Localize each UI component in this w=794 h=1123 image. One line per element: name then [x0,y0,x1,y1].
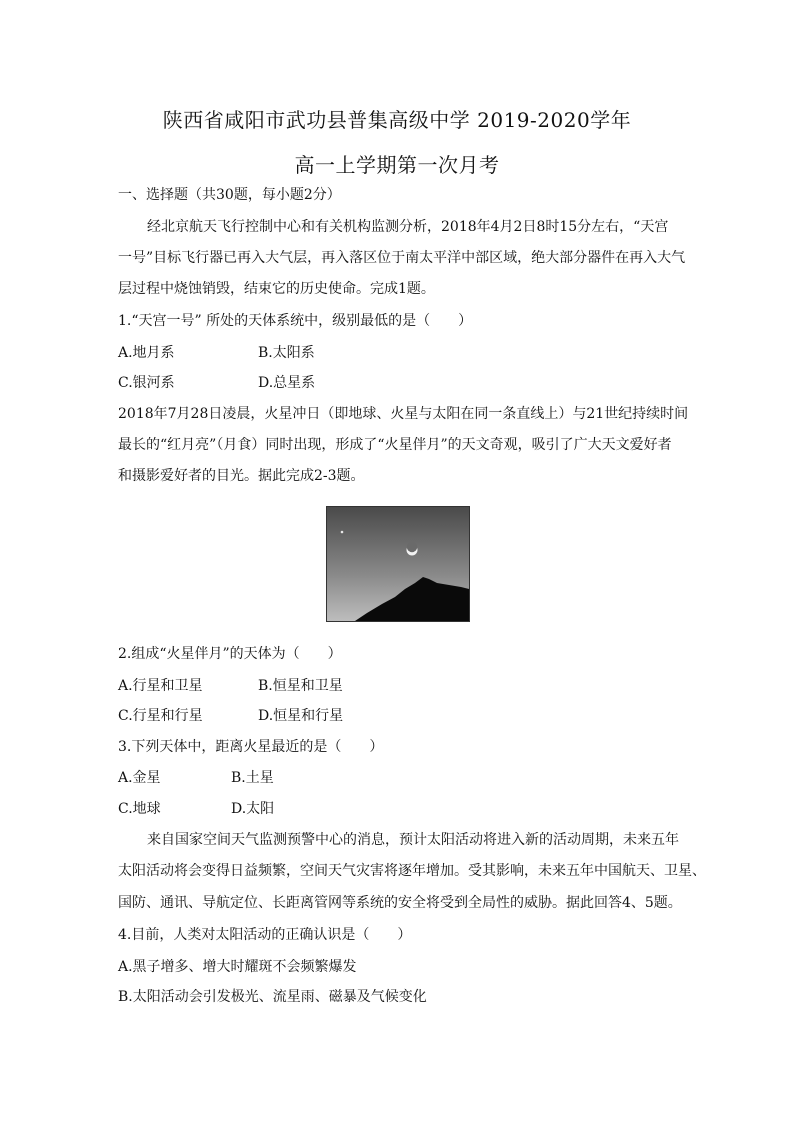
q1-option-b: B.太阳系 [258,345,315,361]
q3-option-d: D.太阳 [231,801,275,817]
passage1-line-2: 一号”目标飞行器已再入大气层，再入落区位于南太平洋中部区域，绝大部分器件在再入大气 [118,250,686,266]
q2-stem: 2.组成“火星伴月”的天体为（ ） [118,646,342,662]
passage3-line-1: 来自国家空间天气监测预警中心的消息，预计太阳活动将进入新的活动周期，未来五年 [147,832,679,848]
title-line-1: 陕西省咸阳市武功县普集高级中学 2019-2020学年 [162,108,632,132]
q3-option-a: A.金星 [118,770,161,786]
passage3-line-3: 国防、通讯、导航定位、长距离管网等系统的安全将受到全局性的威胁。据此回答4、5题。 [118,895,682,911]
q4-stem: 4.目前，人类对太阳活动的正确认识是（ ） [118,927,412,943]
passage1-line-1: 经北京航天飞行控制中心和有关机构监测分析，2018年4月2日8时15分左右，“天宫 [147,219,669,235]
passage2-line-2: 最长的“红月亮”（月食）同时出现，形成了“火星伴月”的天文奇观，吸引了广大天文爱好者 [118,437,672,453]
mars-dot [341,531,344,534]
passage2-line-3: 和摄影爱好者的目光。据此完成2-3题。 [118,468,365,484]
title-line-2: 高一上学期第一次月考 [294,153,500,177]
q4-option-a: A.黑子增多、增大时耀斑不会频繁爆发 [118,959,357,975]
passage2-line-1: 2018年7月28日凌晨，火星冲日（即地球、火星与太阳在同一条直线上）与21世纪持续时间 [118,406,689,422]
q2-option-c: C.行星和行星 [118,708,203,724]
q2-option-d: D.恒星和行星 [258,708,344,724]
q3-stem: 3.下列天体中，距离火星最近的是（ ） [118,739,384,755]
passage3-line-2: 太阳活动将会变得日益频繁，空间天气灾害将逐年增加。受其影响，未来五年中国航天、卫星、 [118,863,706,879]
crescent-moon [407,542,418,556]
q4-option-b: B.太阳活动会引发极光、流星雨、磁暴及气候变化 [118,989,427,1005]
q1-option-d: D.总星系 [258,375,316,391]
section-header: 一、选择题（共30题，每小题2分） [118,187,341,203]
q1-option-c: C.银河系 [118,375,175,391]
q1-stem: 1.“天宫一号” 所处的天体系统中，级别最低的是（ ） [118,313,473,329]
q2-option-a: A.行星和卫星 [118,678,203,694]
passage1-line-3: 层过程中烧蚀销毁，结束它的历史使命。完成1题。 [118,281,435,297]
q3-option-b: B.土星 [231,770,274,786]
q2-option-b: B.恒星和卫星 [258,678,343,694]
mars-moon-photo [326,506,470,622]
q1-option-a: A.地月系 [118,345,175,361]
q3-option-c: C.地球 [118,801,161,817]
